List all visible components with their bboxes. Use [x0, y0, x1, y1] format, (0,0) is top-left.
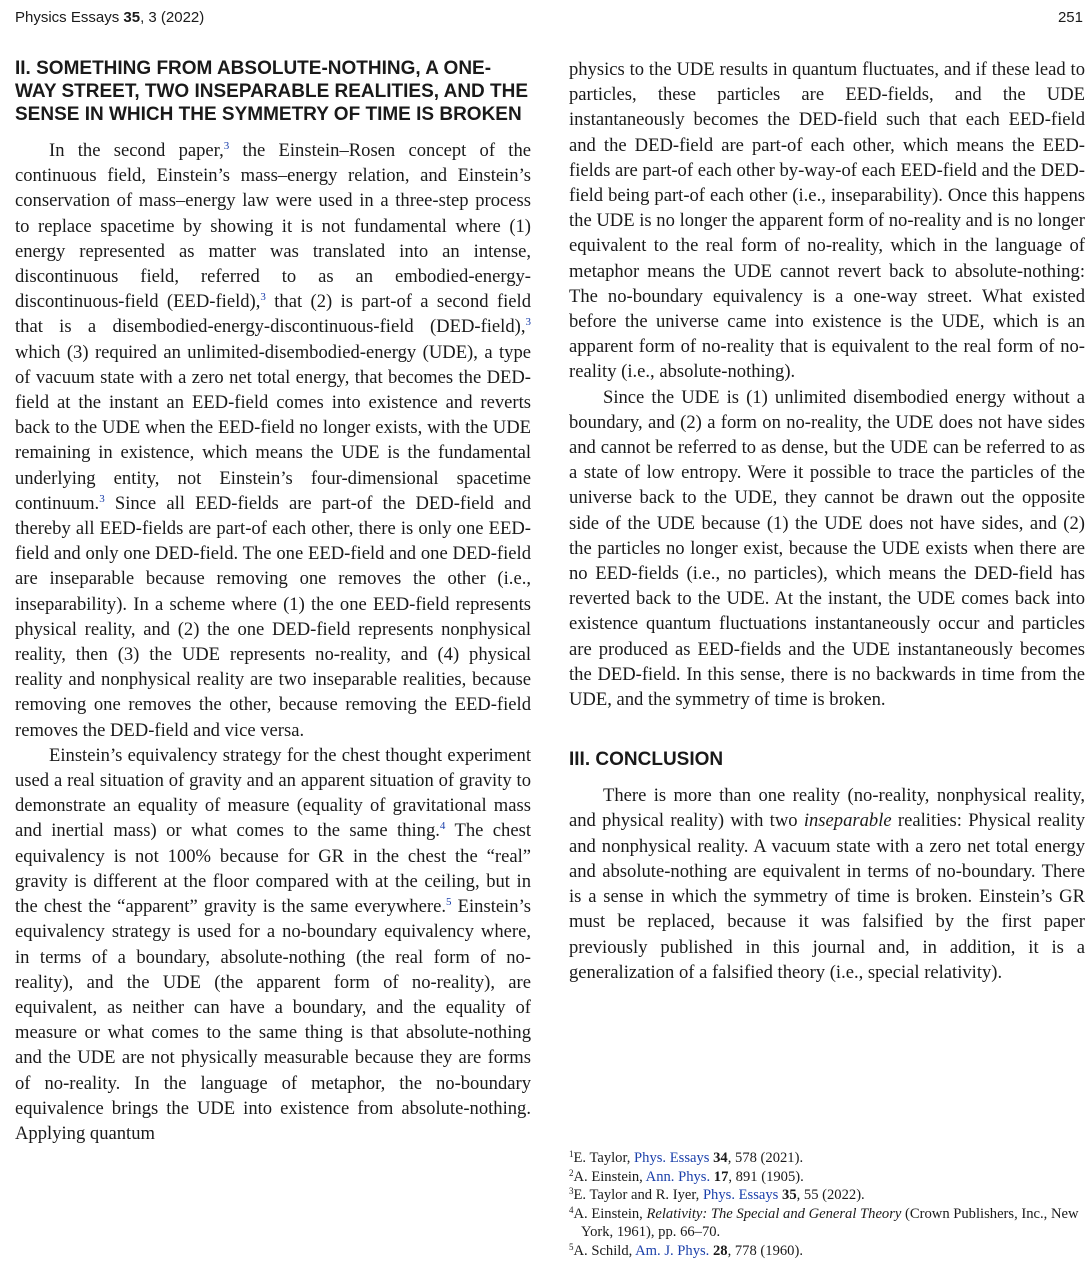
reference-item: $^1$E. Taylor, Phys. Essays 34, 578 (2021).	[569, 1149, 804, 1166]
left-column	[15, 57, 531, 1146]
paragraph-conclusion: There is more than one reality (no-reality, nonphysical reality, and physical reality) with two inseparable realities: Physical reality and nonphysical reality. A vacuum state with a zero net total energy and absolute-nothing are equivalent in terms of no-boundary. There is a sense in which the symmetry of time is broken. Einstein’s GR must be replaced, because it was falsified by the first paper previously published in this journal and, in addition, it is a generalization of a falsified theory (i.e., special relativity).	[569, 785, 1085, 983]
running-head	[15, 6, 1083, 28]
reference-item: $^4$A. Einstein, Relativity: The Special and General Theory (Crown Publishers, Inc., New York, 1961), pp. 66–70.	[569, 1204, 1079, 1241]
section-heading-3: III. CONCLUSION	[569, 749, 724, 771]
reference-item: $^2$A. Einstein, Ann. Phys. 17, 891 (1905).	[569, 1167, 804, 1185]
reference-link[interactable]: Phys. Essays	[634, 1150, 710, 1166]
paragraph-continued: physics to the UDE results in quantum fluctuates, and if these lead to particles, these particles are EED-fields, and the UDE instantaneously becomes the DED-field such that each EED-field and the DED-field are part-of each other, which means the EED-fields are part-of each other by-way-of each EED-field and the DED-field being part-of each other (i.e., inseparability). Once this happens the UDE is no longer the apparent form of no-reality and is no longer equivalent to the real form of no-reality, which in the language of metaphor means the UDE cannot revert back to absolute-nothing: The no-boundary equivalency is a one-way street. What existed before the universe came into existence is the UDE, which is an apparent form of no-reality that is equivalent to the real form of no-reality (i.e., absolute-nothing).	[569, 59, 1085, 383]
reference-link[interactable]: Phys. Essays	[702, 1187, 779, 1204]
citation-link[interactable]: 3	[260, 291, 266, 304]
references-list	[569, 1149, 1089, 1261]
citation-link[interactable]: 3	[525, 316, 531, 329]
citation-link[interactable]: 4	[439, 820, 446, 833]
right-column	[569, 57, 1085, 985]
section-heading-2: II. SOMETHING FROM ABSOLUTE-NOTHING, A ONE-WAY STREET, TWO INSEPARABLE REALITIES, AND THE SENSE IN WHICH THE SYMMETRY OF TIME IS BROKEN	[15, 58, 529, 125]
paragraph-ude-sides: Since the UDE is (1) unlimited disembodied energy without a boundary, and (2) a form on no-reality, the UDE does not have sides and cannot be referred to as dense, but the UDE can be referred to as a state of low entropy. Were it possible to trace the particles of the universe back to the UDE, they cannot be drawn out the opposite side of the UDE because (1) the UDE does not have sides, and (2) the particles no longer exist, because the UDE exists when there are no EED-fields (i.e., no particles), which means the DED-field has reverted back to the UDE. At the instant, the UDE comes back into existence quantum fluctuations instantaneously occur and particles are produced as EED-fields and the UDE instantaneously becomes the DED-field. In this sense, there is no backwards in time from the UDE, and the symmetry of time is broken.	[569, 386, 1085, 711]
citation-link[interactable]: 3	[99, 492, 105, 505]
reference-link[interactable]: Am. J. Phys.	[635, 1242, 710, 1259]
paragraph-equivalency-strategy: Einstein’s equivalency strategy for the chest thought experiment used a real situation of gravity and an apparent situation of gravity to demonstrate an equality of measure (equality of gravitational mass and inertial mass) or what comes to the same thing.$^4$ The chest equivalency is not 100% because for GR in the chest the “real” gravity is different at the floor compared with at the ceiling, but in the chest the “apparent” gravity is the same everywhere.$^5$ Einstein’s equivalency strategy is used for a no-boundary equivalency where, in terms of a boundary, absolute-nothing (the real form of no-reality), and the UDE (the apparent form of no-reality), are equivalent, as neither can have a boundary, and the equality of measure or what comes to the same thing is that absolute-nothing and the UDE are not physically measurable because they are forms of no-reality. In the language of metaphor, the no-boundary equivalence brings the UDE into existence from absolute-nothing. Applying quantum	[15, 744, 532, 1144]
journal-citation: Physics Essays 35, 3 (2022)	[15, 8, 205, 26]
paragraph-second-paper: In the second paper,$^3$ the Einstein–Rosen concept of the continuous field, Einstein’s mass–energy relation, and Einstein’s conservation of mass–energy law were used in a three-step process to replace spacetime by showing it is not fundamental where (1) energy represented as matter was translated into an intense, discontinuous field, referred to as an embodied-energy-discontinuous-field (EED-field),$^3$ that (2) is part-of a second field that is a disembodied-energy-discontinuous-field (DED-field),$^3$ which (3) required an unlimited-disembodied-energy (UDE), a type of vacuum state with a zero net total energy, that becomes the DED-field at the instant an EED-field comes into existence and reverts back to the UDE when the EED-field no longer exists, with the UDE remaining in existence, which means the UDE is the fundamental underlying entity, not Einstein’s four-dimensional spacetime continuum.$^3$ Since all EED-fields are part-of the DED-field and thereby all EED-fields are part-of each other, there is only one EED-field and only one DED-field. The one EED-field and one DED-field are inseparable because removing one removes the other (i.e., inseparability). In a scheme where (1) the one EED-field represents physical reality, and (2) the one DED-field represents nonphysical reality, then (3) the UDE represents no-reality, and (4) physical reality and nonphysical reality are two inseparable realities, because removing one removes the other, because removing the EED-field removes the DED-field and vice versa.	[15, 140, 532, 741]
reference-item: $^5$A. Schild, Am. J. Phys. 28, 778 (1960).	[569, 1241, 803, 1259]
reference-item: $^3$E. Taylor and R. Iyer, Phys. Essays 35, 55 (2022).	[569, 1186, 865, 1204]
citation-link[interactable]: 5	[445, 896, 452, 909]
reference-link[interactable]: Ann. Phys.	[645, 1168, 711, 1185]
page-number: 251	[1057, 8, 1083, 26]
citation-link[interactable]: 3	[223, 140, 230, 152]
